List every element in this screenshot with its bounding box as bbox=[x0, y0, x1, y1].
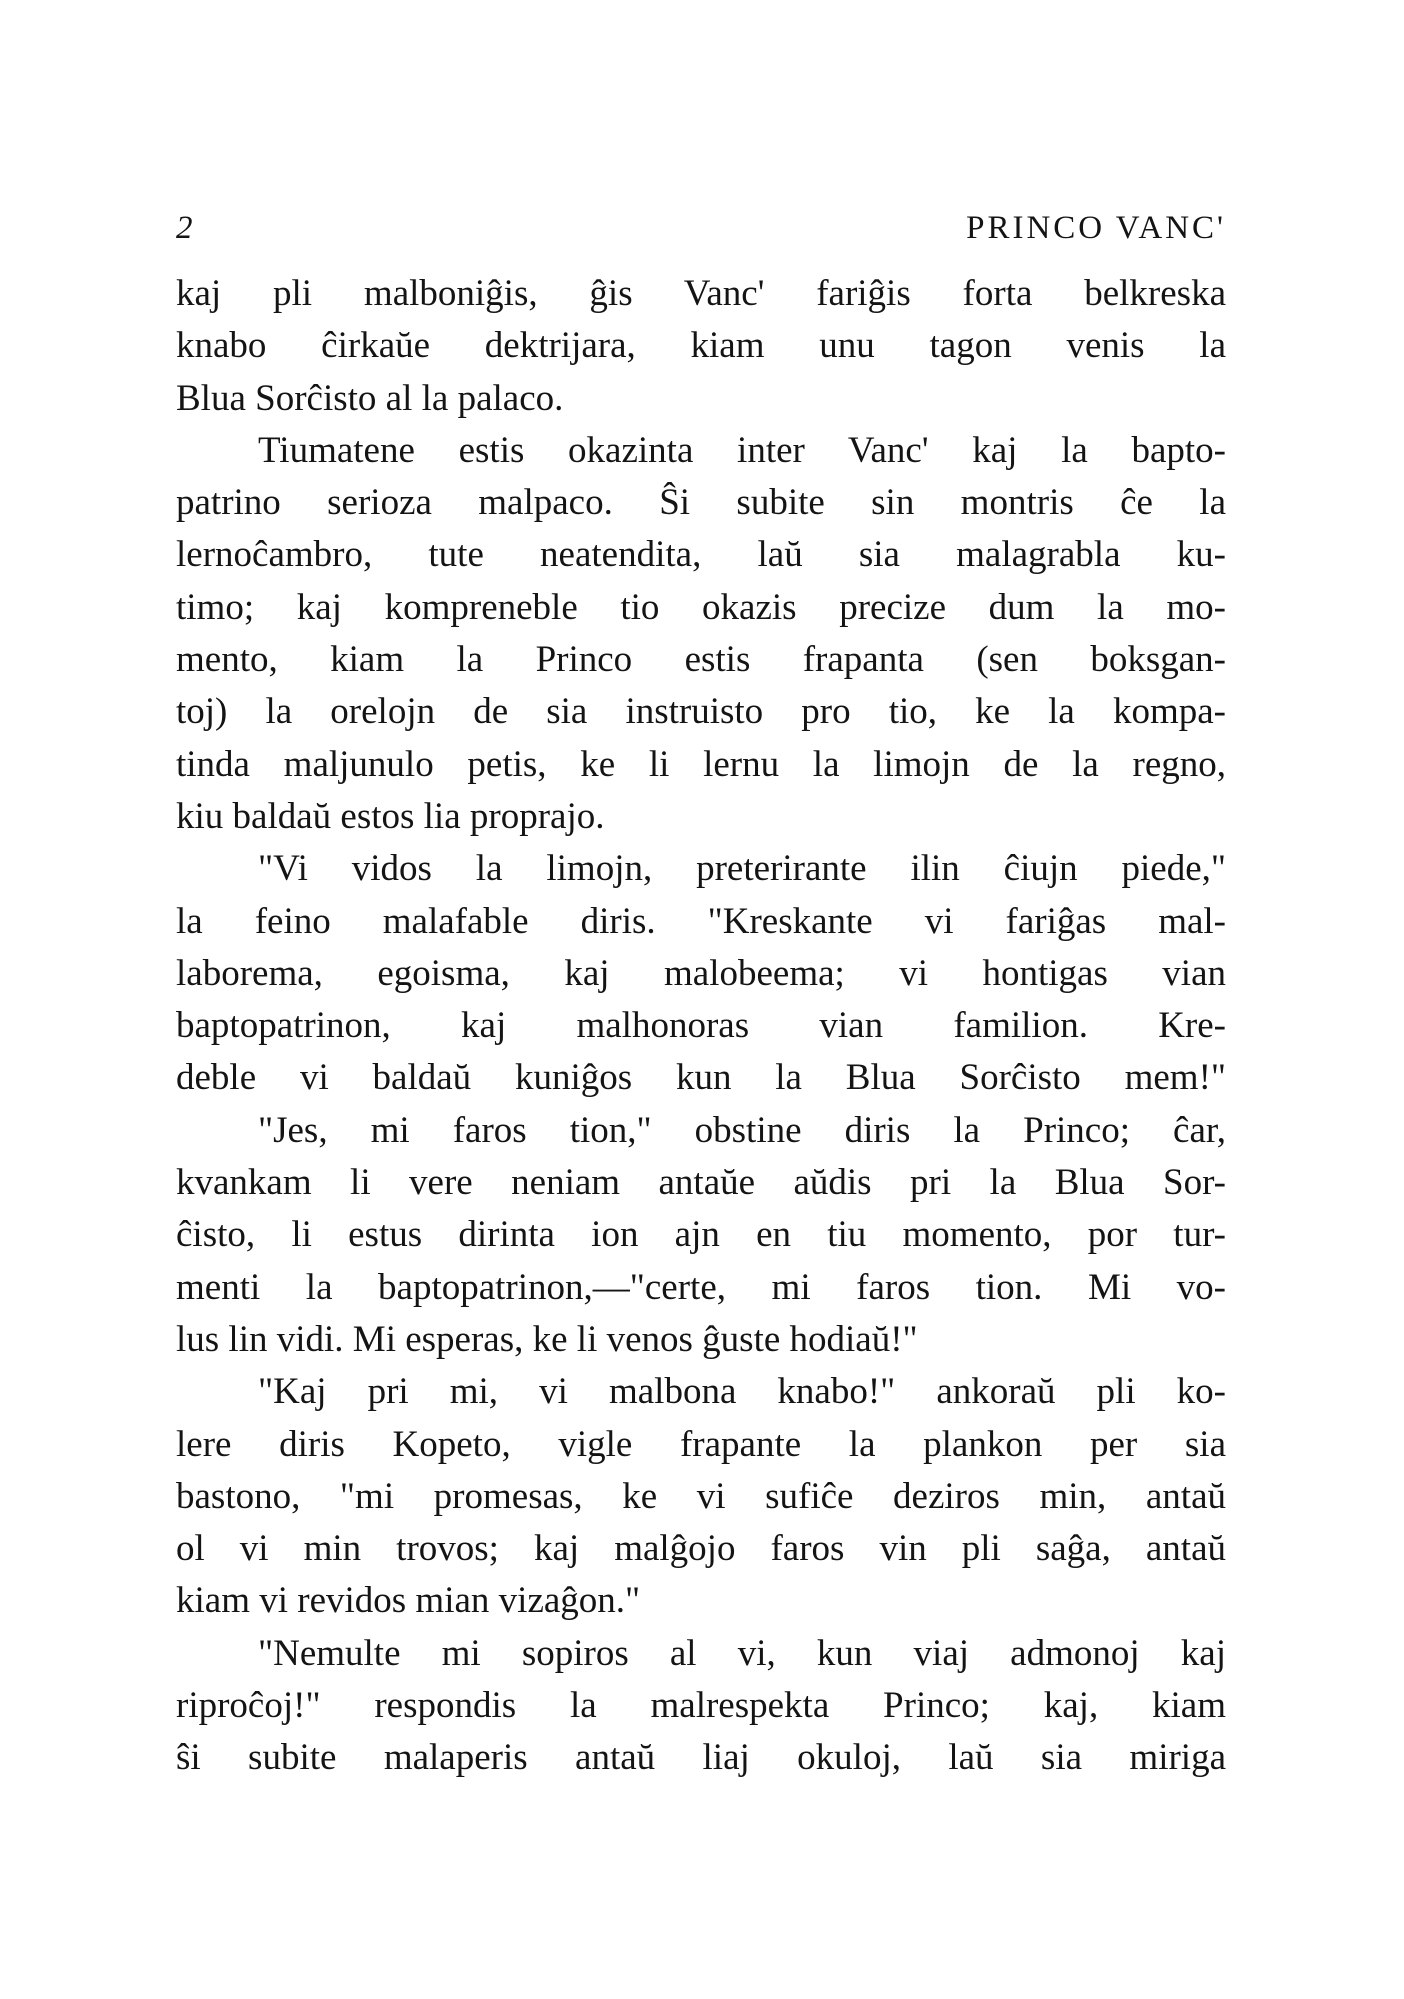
text-line: tinda maljunulo petis, ke li lernu la limojn de la regno, bbox=[176, 743, 1226, 785]
text-line: deble vi baldaŭ kuniĝos kun la Blua Sorĉisto mem!" bbox=[176, 1057, 1226, 1099]
text-line: la feino malafable diris. "Kreskante vi fariĝas mal- bbox=[176, 900, 1226, 942]
body-text bbox=[176, 268, 1226, 1785]
text-line: kaj pli malboniĝis, ĝis Vanc' fariĝis forta belkreska bbox=[176, 273, 1226, 314]
text-line: ĉisto, li estus dirinta ion ajn en tiu momento, por tur- bbox=[176, 1214, 1226, 1256]
text-line: timo; kaj kompreneble tio okazis precize dum la mo- bbox=[176, 586, 1226, 628]
text-line: knabo ĉirkaŭe dektrijara, kiam unu tagon venis la bbox=[176, 325, 1226, 367]
text-line: kiu baldaŭ estos lia proprajo. bbox=[176, 795, 605, 837]
text-line: "Kaj pri mi, vi malbona knabo!" ankoraŭ pli ko- bbox=[258, 1371, 1226, 1413]
running-head: PRINCO VANC' bbox=[966, 210, 1226, 246]
text-line: kiam vi revidos mian vizaĝon." bbox=[176, 1580, 641, 1622]
text-line: lere diris Kopeto, vigle frapante la plankon per sia bbox=[176, 1423, 1226, 1465]
text-line: "Nemulte mi sopiros al vi, kun viaj admonoj kaj bbox=[258, 1632, 1226, 1674]
text-line: toj) la orelojn de sia instruisto pro tio, ke la kompa- bbox=[176, 691, 1226, 733]
text-line: mento, kiam la Princo estis frapanta (sen boksgan- bbox=[176, 639, 1226, 681]
text-line: kvankam li vere neniam antaŭe aŭdis pri la Blua Sor- bbox=[176, 1162, 1226, 1204]
text-line: ol vi min trovos; kaj malĝojo faros vin pli saĝa, antaŭ bbox=[176, 1528, 1226, 1570]
text-line: Tiumatene estis okazinta inter Vanc' kaj la bapto- bbox=[258, 429, 1226, 471]
text-line: patrino serioza malpaco. Ŝi subite sin montris ĉe la bbox=[176, 482, 1226, 524]
text-line: menti la baptopatrinon,—"certe, mi faros tion. Mi vo- bbox=[176, 1266, 1226, 1308]
page-number: 2 bbox=[176, 210, 193, 246]
text-line: lus lin vidi. Mi esperas, ke li venos ĝuste hodiaŭ!" bbox=[176, 1318, 918, 1360]
text-line: Blua Sorĉisto al la palaco. bbox=[176, 377, 564, 419]
text-line: "Jes, mi faros tion," obstine diris la Princo; ĉar, bbox=[258, 1109, 1226, 1151]
text-line: laborema, egoisma, kaj malobeema; vi hontigas vian bbox=[176, 952, 1226, 994]
text-line: ŝi subite malaperis antaŭ liaj okuloj, laŭ sia miriga bbox=[176, 1737, 1226, 1779]
text-line: lernoĉambro, tute neatendita, laŭ sia malagrabla ku- bbox=[176, 534, 1226, 576]
text-line: bastono, "mi promesas, ke vi sufiĉe deziros min, antaŭ bbox=[176, 1475, 1226, 1517]
page-header bbox=[176, 206, 1226, 250]
text-line: riproĉoj!" respondis la malrespekta Princo; kaj, kiam bbox=[176, 1685, 1226, 1727]
text-line: baptopatrinon, kaj malhonoras vian familion. Kre- bbox=[176, 1005, 1226, 1047]
text-line: "Vi vidos la limojn, preterirante ilin ĉiujn piede," bbox=[258, 848, 1226, 890]
